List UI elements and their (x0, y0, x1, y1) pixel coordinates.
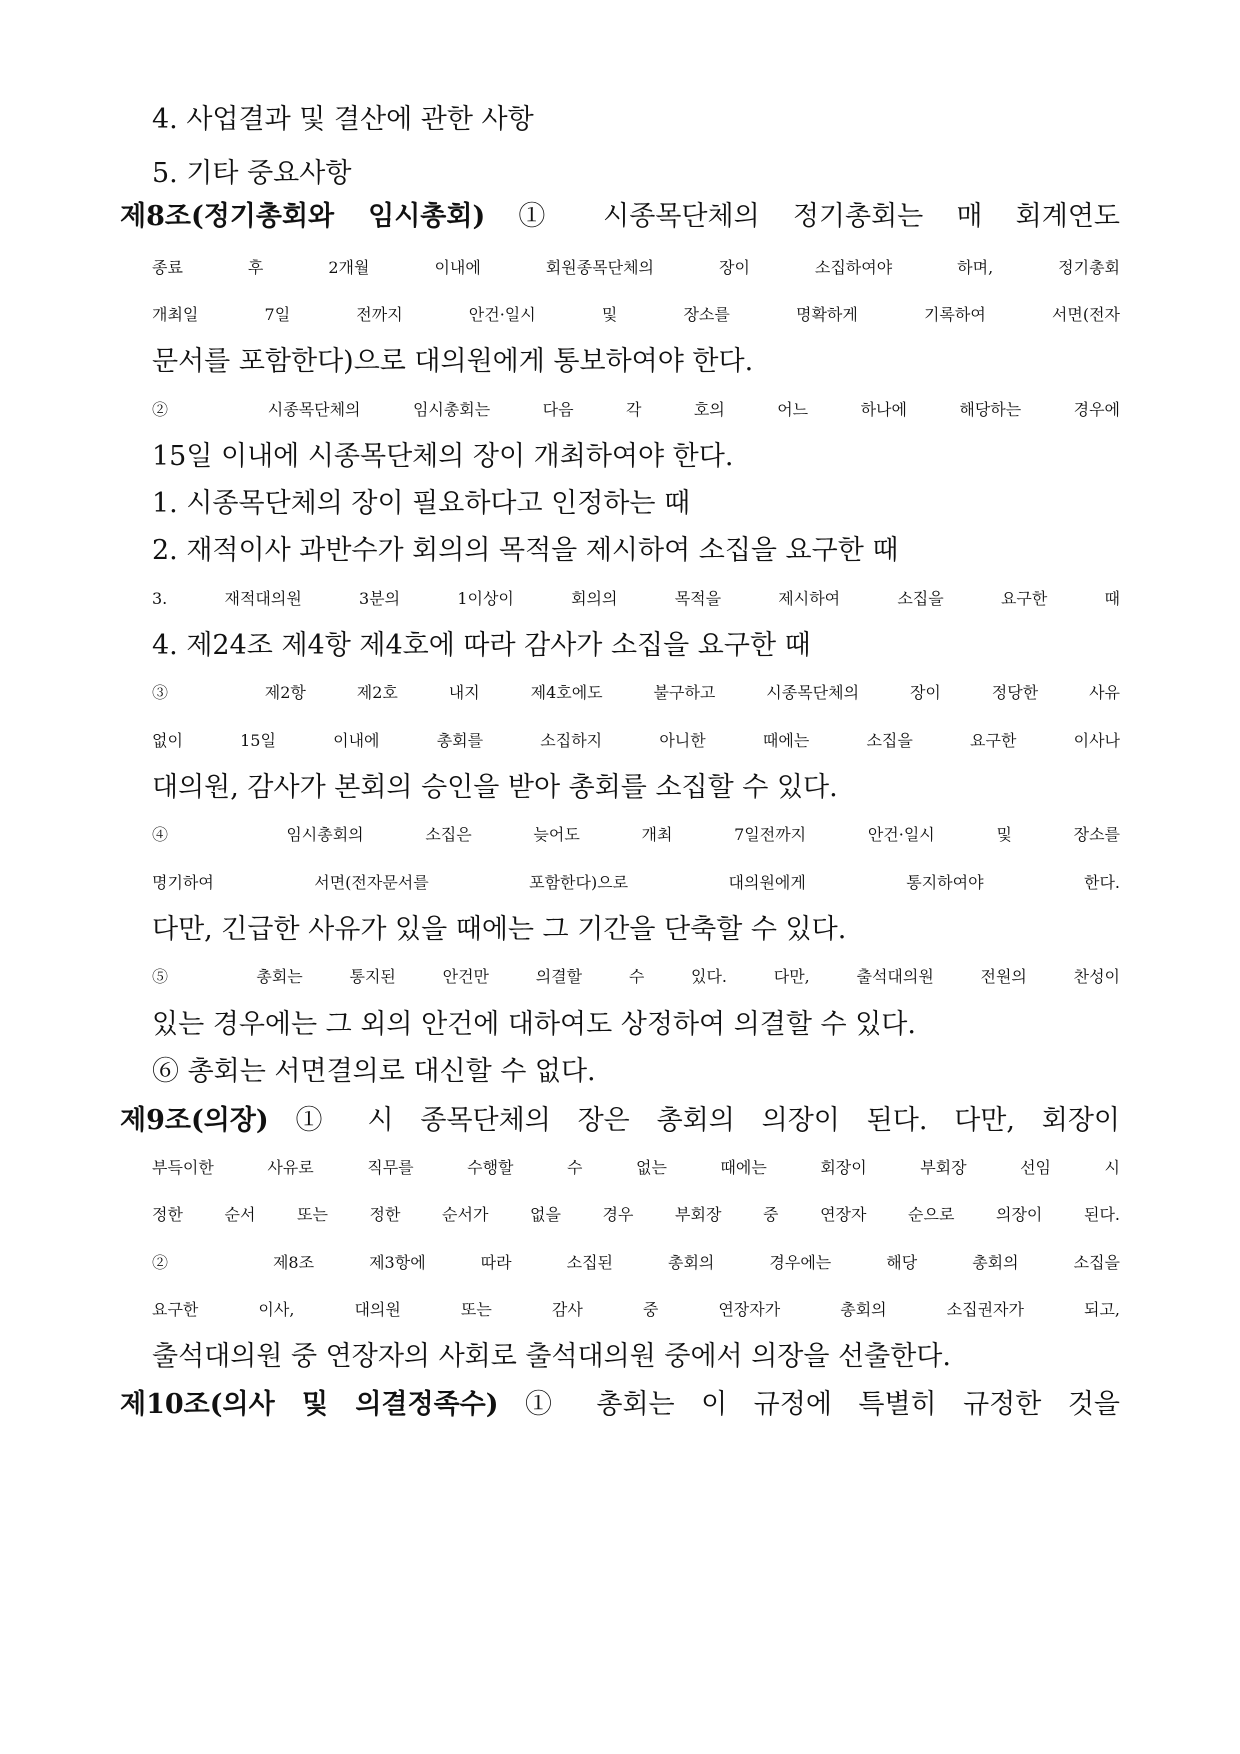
list-item (152, 619, 1120, 673)
line-text: 명기하여 서면(전자문서를 포함한다)으로 대의원에게 통지하여야 한다. (152, 873, 1120, 892)
article-8-heading: 제8조(정기총회와 임시총회) (120, 201, 486, 232)
line-text: ⑥ 총회는 서면결의로 대신할 수 없다. (152, 1056, 596, 1087)
list-item (152, 524, 1120, 578)
paragraph-line (152, 714, 1120, 768)
line-text: 3. 재적대의원 3분의 1이상이 회의의 목적을 제시하여 소집을 요구한 때 (152, 589, 1120, 608)
line-text: ⑤ 총회는 통지된 안건만 의결할 수 있다. 다만, 출석대의원 전원의 찬성이 (152, 967, 1120, 986)
article-10-line (120, 1378, 1120, 1432)
paragraph-line (152, 950, 1120, 1004)
line-text: 대의원, 감사가 본회의 승인을 받아 총회를 소집할 수 있다. (152, 772, 838, 803)
paragraph-line (152, 903, 1120, 957)
paragraph-line (152, 335, 1120, 389)
line-text: ① 시 종목단체의 장은 총회의 의장이 된다. 다만, 회장이 (295, 1105, 1120, 1136)
paragraph-line (152, 761, 1120, 815)
line-text: 1. 시종목단체의 장이 필요하다고 인정하는 때 (152, 488, 691, 519)
line-text: 종료 후 2개월 이내에 회원종목단체의 장이 소집하여야 하며, 정기총회 (152, 258, 1120, 277)
article-8-line (120, 190, 1120, 244)
article-9-heading: 제9조(의장) (120, 1105, 269, 1136)
line-text: 개최일 7일 전까지 안건·일시 및 장소를 명확하게 기록하여 서면(전자 (152, 305, 1120, 324)
paragraph-line (152, 1236, 1120, 1290)
paragraph-line (152, 808, 1120, 862)
line-text: 출석대의원 중 연장자의 사회로 출석대의원 중에서 의장을 선출한다. (152, 1341, 951, 1372)
list-item (152, 572, 1120, 626)
line-text: 15일 이내에 시종목단체의 장이 개최하여야 한다. (152, 441, 734, 472)
paragraph-line (152, 998, 1120, 1052)
paragraph-line (152, 1330, 1120, 1384)
list-item (152, 477, 1120, 531)
line-text: 2. 재적이사 과반수가 회의의 목적을 제시하여 소집을 요구한 때 (152, 535, 899, 566)
line-text: 있는 경우에는 그 외의 안건에 대하여도 상정하여 의결할 수 있다. (152, 1009, 916, 1040)
line-text: ② 시종목단체의 임시총회는 다음 각 호의 어느 하나에 해당하는 경우에 (152, 400, 1120, 419)
line-text: ② 제8조 제3항에 따라 소집된 총회의 경우에는 해당 총회의 소집을 (152, 1253, 1120, 1272)
paragraph-line (152, 1045, 1120, 1099)
paragraph-line (152, 1188, 1120, 1242)
line-text: 다만, 긴급한 사유가 있을 때에는 그 기간을 단축할 수 있다. (152, 914, 847, 945)
article-9-line (120, 1094, 1120, 1148)
line-text: ① 총회는 이 규정에 특별히 규정한 것을 (525, 1389, 1120, 1420)
line-text: 문서를 포함한다)으로 대의원에게 통보하여야 한다. (152, 346, 754, 377)
paragraph-line (152, 430, 1120, 484)
line-text: ④ 임시총회의 소집은 늦어도 개최 7일전까지 안건·일시 및 장소를 (152, 825, 1120, 844)
paragraph-line (152, 856, 1120, 910)
article-10-heading: 제10조(의사 및 의결정족수) (120, 1389, 499, 1420)
paragraph-line (152, 241, 1120, 295)
paragraph-line (152, 288, 1120, 342)
line-text: 정한 순서 또는 정한 순서가 없을 경우 부회장 중 연장자 순으로 의장이 된다. (152, 1205, 1120, 1224)
line-text: 없이 15일 이내에 총회를 소집하지 아니한 때에는 소집을 요구한 이사나 (152, 731, 1120, 750)
line-text: ① 시종목단체의 정기총회는 매 회계연도 (518, 201, 1120, 232)
line-text: ③ 제2항 제2호 내지 제4호에도 불구하고 시종목단체의 장이 정당한 사유 (152, 683, 1120, 702)
line-text: 4. 사업결과 및 결산에 관한 사항 (152, 104, 534, 135)
line-text: 부득이한 사유로 직무를 수행할 수 없는 때에는 회장이 부회장 선임 시 (152, 1158, 1120, 1177)
line-text: 4. 제24조 제4항 제4호에 따라 감사가 소집을 요구한 때 (152, 630, 811, 661)
paragraph-line (152, 1141, 1120, 1195)
item-4 (152, 93, 1120, 147)
paragraph-line (152, 666, 1120, 720)
paragraph-line (152, 383, 1120, 437)
paragraph-line (152, 1283, 1120, 1337)
line-text: 요구한 이사, 대의원 또는 감사 중 연장자가 총회의 소집권자가 되고, (152, 1300, 1120, 1319)
line-text: 5. 기타 중요사항 (152, 158, 352, 189)
